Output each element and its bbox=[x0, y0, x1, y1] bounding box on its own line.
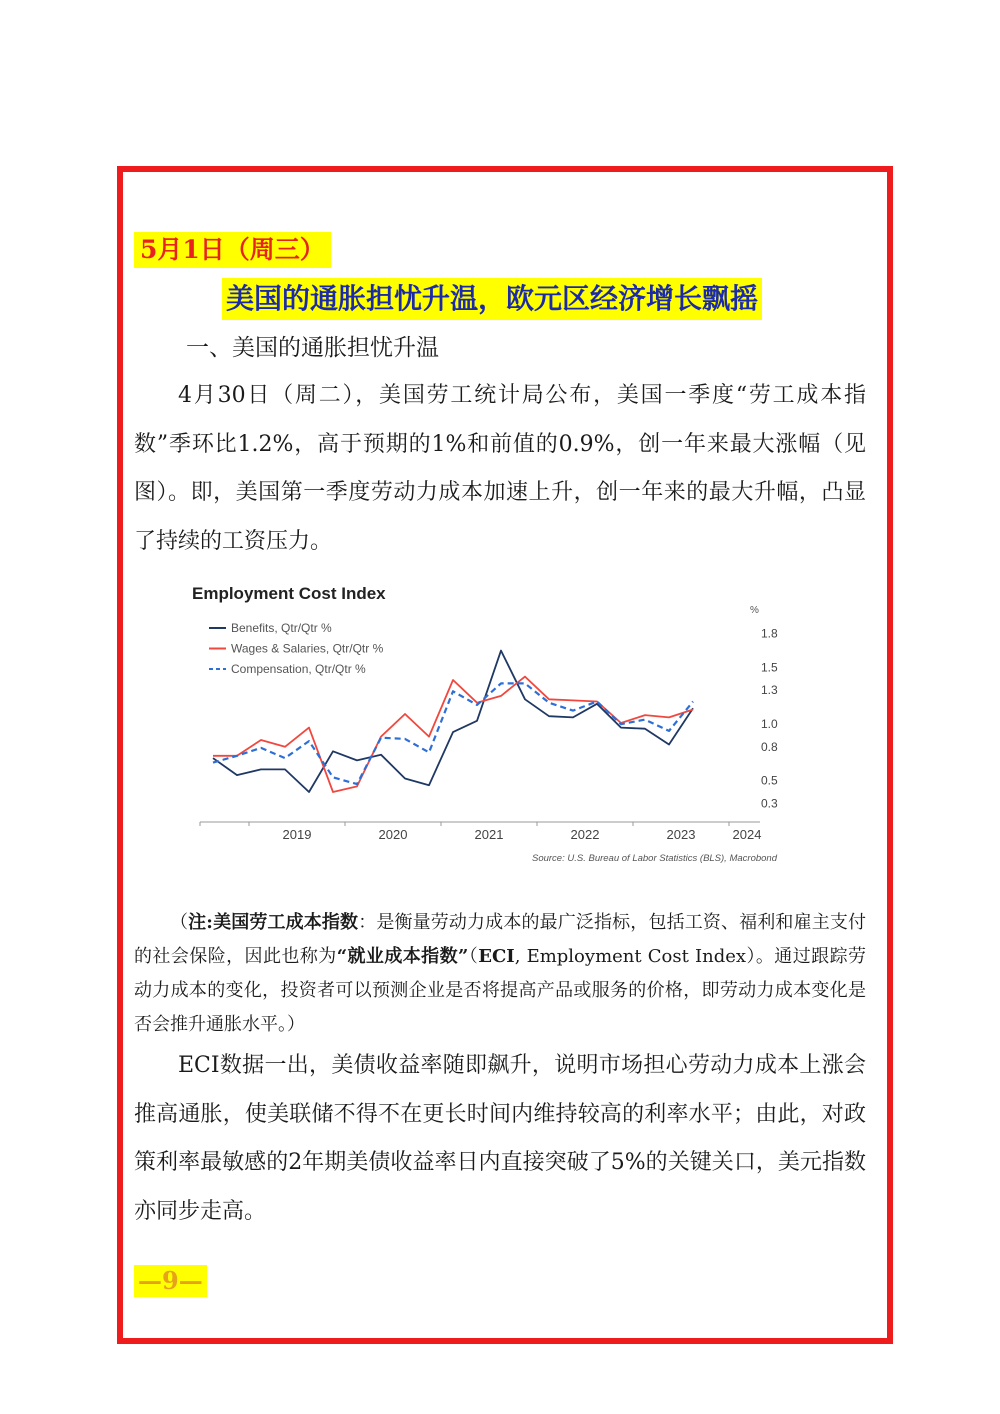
note-text-2: （ bbox=[468, 946, 479, 967]
date-badge: 5月1日（周三） bbox=[134, 232, 331, 268]
x-tick-label: 2024 bbox=[732, 827, 762, 842]
section-heading: 一、美国的通胀担忧升温 bbox=[186, 335, 439, 361]
article-headline: 美国的通胀担忧升温，欧元区经济增长飘摇 bbox=[222, 278, 762, 320]
chart-source: Source: U.S. Bureau of Labor Statistics (BLS), Macrobond bbox=[531, 853, 777, 864]
legend-label: Wages & Salaries, Qtr/Qtr % bbox=[231, 641, 384, 656]
y-tick-label: 0.3 bbox=[761, 796, 778, 811]
x-tick-label: 2022 bbox=[570, 827, 600, 842]
x-tick-label: 2021 bbox=[474, 827, 504, 842]
y-tick-label: 0.5 bbox=[761, 773, 778, 788]
legend-label: Compensation, Qtr/Qtr % bbox=[231, 662, 366, 676]
paragraph-market-reaction: ECI数据一出，美债收益率随即飙升，说明市场担心劳动力成本上涨会推高通胀，使美联储不得不在更长时间内维持较高的利率水平；由此，对政策利率最敏感的2年期美债收益率日内直接突破了5%的关键关口，美元指数亦同步走高。 bbox=[134, 1053, 866, 1224]
y-axis bbox=[761, 627, 778, 811]
page-number: —9— bbox=[134, 1265, 207, 1297]
paragraph-eci-release: 4月30日（周二），美国劳工统计局公布，美国一季度“劳工成本指数”季环比1.2%，高于预期的1%和前值的0.9%，创一年来最大涨幅（见图）。即，美国第一季度劳动力成本加速上升，创一年来的最大升幅，凸显了持续的工资压力。 bbox=[134, 383, 866, 554]
x-tick-label: 2023 bbox=[666, 827, 696, 842]
note-label: 注: bbox=[188, 912, 213, 933]
y-tick-label: 1.5 bbox=[761, 660, 778, 675]
note-term: 美国劳工成本指数 bbox=[212, 912, 359, 933]
chart-title: Employment Cost Index bbox=[192, 584, 386, 603]
note-text-3: , Employment Cost Index）。通过跟踪劳动力成本的变化，投资者可以预测企业是否将提高产品或服务的价格，即劳动力成本变化是否会推升通胀水平。） bbox=[134, 946, 866, 1035]
legend-label: Benefits, Qtr/Qtr % bbox=[231, 621, 332, 635]
chart-unit-label: % bbox=[750, 605, 759, 616]
note-paragraph bbox=[134, 906, 866, 1042]
y-tick-label: 1.8 bbox=[761, 626, 778, 641]
y-tick-label: 1.3 bbox=[761, 683, 778, 698]
x-tick-label: 2019 bbox=[282, 827, 312, 842]
note-open: （ bbox=[170, 912, 189, 933]
note-alias: “就业成本指数” bbox=[336, 946, 469, 967]
note-text-1: ：是衡量劳动力成本的最广泛指标，包括工资、福利和雇主支付的社会保险，因此也称为 bbox=[134, 912, 866, 967]
eci-line-chart bbox=[185, 572, 795, 872]
y-tick-label: 1.0 bbox=[761, 717, 778, 732]
y-tick-label: 0.8 bbox=[761, 739, 778, 754]
x-axis bbox=[200, 822, 761, 842]
chart-legend bbox=[209, 621, 384, 676]
x-tick-label: 2020 bbox=[378, 827, 408, 842]
note-abbr: ECI bbox=[478, 946, 515, 967]
